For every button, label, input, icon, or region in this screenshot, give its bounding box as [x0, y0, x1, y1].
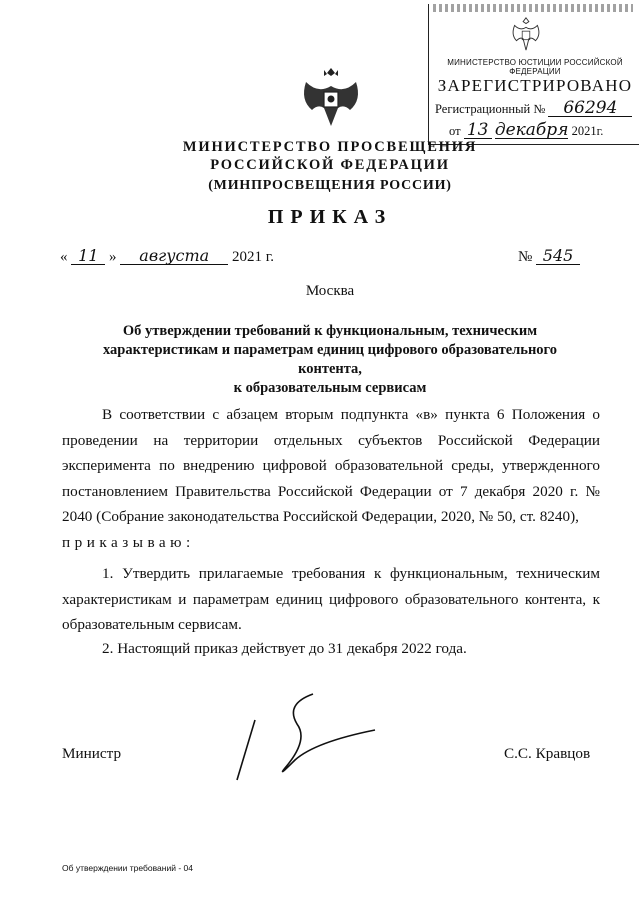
date-close-quote: »: [109, 249, 117, 265]
ministry-title-line2: РОССИЙСКОЙ ФЕДЕРАЦИИ: [210, 157, 450, 173]
paragraph-preamble: [62, 402, 600, 555]
subject-line1: Об утверждении требований к функциональным, техническим: [122, 323, 538, 339]
item-2-text: 2. Настоящий приказ действует до 31 декабря 2022 года.: [102, 640, 467, 657]
stamp-date-day: 13: [464, 122, 492, 139]
order-number: [518, 248, 580, 266]
ministry-title-line1: МИНИСТЕРСТВО ПРОСВЕЩЕНИЯ: [182, 139, 478, 155]
stamp-date: [449, 122, 603, 139]
date-month: августа: [120, 248, 228, 265]
stamp-top-border: [433, 4, 633, 12]
registration-stamp: [428, 4, 639, 145]
document-type: ПРИКАЗ: [267, 206, 393, 228]
stamp-registration-number: [435, 100, 632, 117]
date-open-quote: «: [60, 249, 68, 265]
stamp-reg-label: Регистрационный №: [435, 102, 546, 116]
ministry-short-name: (МИНПРОСВЕЩЕНИЯ РОССИИ): [208, 178, 452, 193]
order-number-label: №: [518, 249, 533, 265]
order-date: [60, 248, 274, 266]
handwritten-signature-icon: [225, 690, 395, 790]
city: Москва: [305, 283, 355, 299]
order-number-value: 545: [536, 248, 580, 265]
stamp-date-prefix: от: [449, 124, 461, 138]
subject-line2: характеристикам и параметрам единиц цифрового образовательного контента,: [102, 342, 558, 377]
stamp-registered-label: ЗАРЕГИСТРИРОВАНО: [437, 76, 633, 95]
signatory-name: С.С. Кравцов: [504, 745, 591, 762]
stamp-date-year: 2021: [571, 124, 597, 138]
date-year: 2021 г.: [232, 249, 274, 265]
stamp-ministry-name: МИНИСТЕРСТВО ЮСТИЦИИ РОССИЙСКОЙ ФЕДЕРАЦИИ: [447, 58, 623, 76]
signatory-position: Министр: [62, 745, 122, 762]
order-lead: приказываю:: [62, 533, 195, 551]
preamble-text: В соответствии с абзацем вторым подпункта «в» пункта 6 Положения о проведении на территории отдельных субъектов Российской Федерации эксперимента по внедрению цифровой образовательной среды, утвержденного постановлением Правительства Российской Федерации от 7 декабря 2020 г. № 2040 (Собрание законодательства Российской Федерации, 2020, № 50, ст. 8240),: [62, 406, 600, 525]
stamp-reg-number: 66294: [548, 100, 632, 117]
stamp-date-month: декабря: [494, 120, 569, 140]
paragraph-item-2: [62, 636, 600, 662]
ministry-title: [120, 138, 540, 174]
date-day: 11: [71, 248, 105, 265]
item-1-text: 1. Утвердить прилагаемые требования к функциональным, техническим характеристикам и параметрам единиц цифрового образовательного контента, к образовательным сервисам.: [62, 565, 600, 633]
coat-of-arms-icon: [296, 62, 366, 132]
stamp-date-suffix: г.: [596, 124, 604, 138]
footer-note: Об утверждении требований - 04: [62, 863, 193, 873]
eagle-emblem-icon: [507, 12, 545, 56]
subject-line3: к образовательным сервисам: [233, 380, 427, 396]
paragraph-item-1: [62, 561, 600, 638]
order-subject: [84, 322, 576, 398]
